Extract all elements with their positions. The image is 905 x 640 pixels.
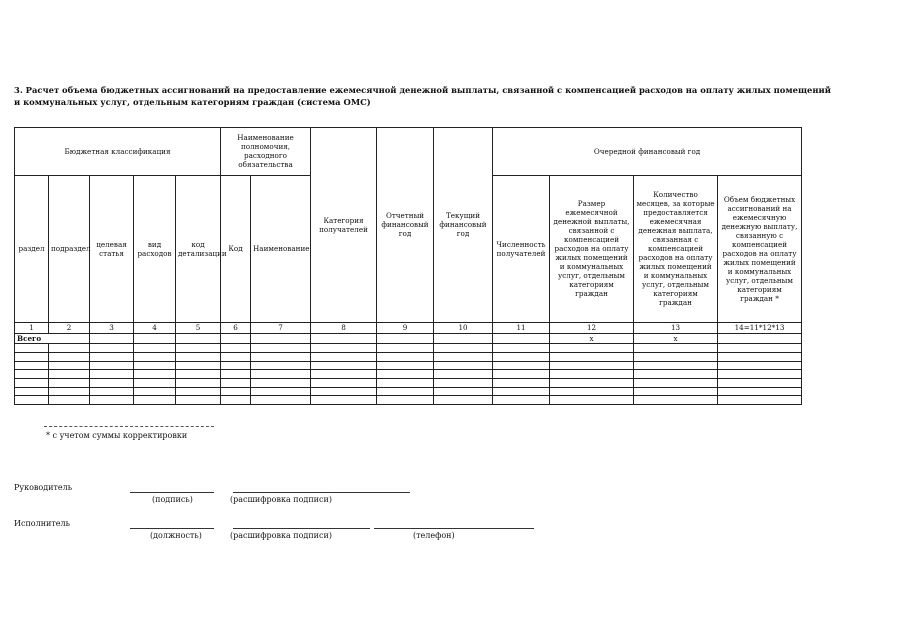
header-subsection: подраздел: [49, 175, 90, 322]
table-cell[interactable]: [634, 387, 718, 396]
head-signature-line[interactable]: [130, 492, 214, 493]
table-cell[interactable]: [550, 370, 634, 379]
header-next-year: Очередной финансовый год: [493, 128, 802, 176]
table-cell[interactable]: [493, 344, 550, 353]
table-cell[interactable]: [221, 379, 251, 388]
table-cell[interactable]: [15, 396, 49, 405]
table-cell[interactable]: [311, 333, 377, 344]
table-cell[interactable]: [49, 396, 90, 405]
header-budget-classification: Бюджетная классификация: [15, 128, 221, 176]
table-row: [15, 387, 802, 396]
table-cell[interactable]: [134, 370, 176, 379]
head-label: Руководитель: [14, 483, 73, 492]
table-cell[interactable]: [90, 387, 134, 396]
table-cell[interactable]: [176, 353, 221, 362]
table-cell[interactable]: [221, 387, 251, 396]
table-cell[interactable]: [90, 396, 134, 405]
column-number: 8: [311, 322, 377, 333]
table-cell[interactable]: [718, 353, 802, 362]
header-recipients-count: Численность получателей: [493, 175, 550, 322]
table-cell[interactable]: [434, 353, 493, 362]
table-cell[interactable]: [434, 379, 493, 388]
table-cell[interactable]: [15, 370, 49, 379]
table-cell[interactable]: [718, 361, 802, 370]
table-cell[interactable]: [311, 370, 377, 379]
table-cell[interactable]: [134, 344, 176, 353]
table-cell[interactable]: [176, 387, 221, 396]
table-cell[interactable]: [134, 387, 176, 396]
table-cell[interactable]: [15, 344, 49, 353]
table-cell[interactable]: [251, 353, 311, 362]
allocations-table: [14, 127, 802, 405]
table-cell[interactable]: [434, 370, 493, 379]
table-cell[interactable]: [311, 396, 377, 405]
table-row: [15, 379, 802, 388]
column-number: 14=11*12*13: [718, 322, 802, 333]
table-cell[interactable]: [134, 396, 176, 405]
column-number: 7: [251, 322, 311, 333]
table-cell[interactable]: [134, 361, 176, 370]
table-cell[interactable]: [251, 396, 311, 405]
table-cell[interactable]: [15, 361, 49, 370]
header-current-year: Текущий финансовый год: [434, 128, 493, 323]
column-number: 12: [550, 322, 634, 333]
table-cell[interactable]: [221, 353, 251, 362]
position-caption: (должность): [150, 531, 202, 540]
table-cell[interactable]: [377, 344, 434, 353]
table-cell[interactable]: [176, 396, 221, 405]
table-cell[interactable]: [221, 370, 251, 379]
table-cell[interactable]: [221, 333, 251, 344]
table-cell[interactable]: [311, 361, 377, 370]
table-cell[interactable]: [493, 387, 550, 396]
table-cell[interactable]: [311, 344, 377, 353]
column-number: 2: [49, 322, 90, 333]
table-cell[interactable]: [251, 333, 311, 344]
table-cell[interactable]: [377, 396, 434, 405]
table-cell[interactable]: [311, 353, 377, 362]
table-cell[interactable]: [377, 353, 434, 362]
table-cell[interactable]: [493, 361, 550, 370]
header-months-count: Количество месяцев, за которые предоставляется ежемесячная денежная выплата, связанная с компенсацией расходов на оплату жилых помещений и коммунальных услуг, отдельным категориям граждан: [634, 175, 718, 322]
table-cell[interactable]: [634, 353, 718, 362]
header-detail-code: код детализации: [176, 175, 221, 322]
form-title: 3. Расчет объема бюджетных ассигнований на предоставление ежемесячной денежной выплаты, связанной с компенсацией расходов на оплату жилых помещений и коммунальных услуг, отдельным категориям граждан (система ОМС): [14, 85, 831, 107]
column-number: 4: [134, 322, 176, 333]
table-cell[interactable]: [176, 361, 221, 370]
table-cell[interactable]: [634, 344, 718, 353]
table-cell[interactable]: [718, 344, 802, 353]
table-cell[interactable]: [134, 333, 176, 344]
table-cell[interactable]: [718, 396, 802, 405]
table-cell[interactable]: [90, 333, 134, 344]
table-cell[interactable]: [251, 387, 311, 396]
column-number: 10: [434, 322, 493, 333]
table-cell[interactable]: [634, 379, 718, 388]
table-cell[interactable]: [49, 353, 90, 362]
executor-label: Исполнитель: [14, 519, 70, 528]
table-cell[interactable]: [251, 344, 311, 353]
table-row: [15, 396, 802, 405]
table-cell[interactable]: [434, 344, 493, 353]
table-cell[interactable]: [176, 344, 221, 353]
table-cell[interactable]: [176, 333, 221, 344]
table-cell[interactable]: [221, 344, 251, 353]
table-cell[interactable]: [134, 353, 176, 362]
table-cell[interactable]: [221, 396, 251, 405]
header-recipient-category: Категория получателей: [311, 128, 377, 323]
column-number: 6: [221, 322, 251, 333]
table-cell[interactable]: [434, 387, 493, 396]
column-number: 9: [377, 322, 434, 333]
header-section: раздел: [15, 175, 49, 322]
table-cell[interactable]: [493, 396, 550, 405]
table-cell[interactable]: [718, 370, 802, 379]
table-cell[interactable]: [718, 379, 802, 388]
table-cell[interactable]: [311, 379, 377, 388]
table-cell[interactable]: [550, 387, 634, 396]
table-cell[interactable]: [718, 333, 802, 344]
executor-phone-line[interactable]: [374, 528, 534, 529]
header-name: Наименование: [251, 175, 311, 322]
table-cell[interactable]: [176, 379, 221, 388]
table-cell[interactable]: [49, 344, 90, 353]
table-cell[interactable]: [634, 370, 718, 379]
total-mark-col12: x: [550, 333, 634, 344]
table-cell[interactable]: [493, 379, 550, 388]
table-cell[interactable]: [493, 353, 550, 362]
total-row: [15, 333, 802, 344]
table-cell[interactable]: [49, 370, 90, 379]
table-cell[interactable]: [311, 387, 377, 396]
table-cell[interactable]: [221, 361, 251, 370]
head-decoding-line[interactable]: [233, 492, 410, 493]
table-cell[interactable]: [550, 361, 634, 370]
table-cell[interactable]: [90, 344, 134, 353]
decoding-caption: (расшифровка подписи): [230, 495, 332, 504]
table-cell[interactable]: [90, 361, 134, 370]
table-row: [15, 361, 802, 370]
header-obligation-name: Наименование полномочия, расходного обязательства: [221, 128, 311, 176]
header-code: Код: [221, 175, 251, 322]
table-cell[interactable]: [634, 361, 718, 370]
footnote: * с учетом суммы корректировки: [46, 431, 188, 440]
table-cell[interactable]: [49, 387, 90, 396]
header-target-item: целевая статья: [90, 175, 134, 322]
table-cell[interactable]: [377, 370, 434, 379]
table-cell[interactable]: [90, 353, 134, 362]
table-cell[interactable]: [377, 333, 434, 344]
table-cell[interactable]: [634, 396, 718, 405]
header-payment-size: Размер ежемесячной денежной выплаты, связанной с компенсацией расходов на оплату жилых помещений и коммунальных услуг, отдельным категориям граждан: [550, 175, 634, 322]
signature-caption: (подпись): [152, 495, 193, 504]
table-row: [15, 370, 802, 379]
column-number: 13: [634, 322, 718, 333]
table-cell[interactable]: [434, 361, 493, 370]
footnote-divider: [44, 426, 214, 427]
header-allocations-volume: Объем бюджетных ассигнований на ежемесячную денежную выплату, связанную с компенсацией расходов на оплату жилых помещений и коммунальных услуг, отдельным категориям граждан *: [718, 175, 802, 322]
table-cell[interactable]: [251, 379, 311, 388]
table-cell[interactable]: [90, 370, 134, 379]
table-cell[interactable]: [550, 344, 634, 353]
table-cell[interactable]: [493, 370, 550, 379]
table-cell[interactable]: [90, 379, 134, 388]
table-cell[interactable]: [377, 387, 434, 396]
table-row: [15, 353, 802, 362]
table-cell[interactable]: [251, 361, 311, 370]
decoding-caption: (расшифровка подписи): [230, 531, 332, 540]
table-row: [15, 344, 802, 353]
phone-caption: (телефон): [413, 531, 455, 540]
table-cell[interactable]: [493, 333, 550, 344]
table-cell[interactable]: [550, 353, 634, 362]
table-cell[interactable]: [718, 387, 802, 396]
table-cell[interactable]: [15, 379, 49, 388]
table-cell[interactable]: [15, 353, 49, 362]
column-number: 11: [493, 322, 550, 333]
table-cell[interactable]: [550, 379, 634, 388]
column-number: 1: [15, 322, 49, 333]
table-cell[interactable]: [377, 361, 434, 370]
table-cell[interactable]: [434, 333, 493, 344]
executor-position-line[interactable]: [130, 528, 214, 529]
table-cell[interactable]: [434, 396, 493, 405]
table-cell[interactable]: [49, 361, 90, 370]
header-expense-type: вид расходов: [134, 175, 176, 322]
executor-decoding-line[interactable]: [233, 528, 370, 529]
table-cell[interactable]: [251, 370, 311, 379]
table-cell[interactable]: [550, 396, 634, 405]
header-reporting-year: Отчетный финансовый год: [377, 128, 434, 323]
table-cell[interactable]: [15, 387, 49, 396]
table-cell[interactable]: [176, 370, 221, 379]
column-number: 3: [90, 322, 134, 333]
table-cell[interactable]: [49, 379, 90, 388]
table-cell[interactable]: [134, 379, 176, 388]
total-mark-col13: x: [634, 333, 718, 344]
column-number: 5: [176, 322, 221, 333]
table-cell[interactable]: [377, 379, 434, 388]
total-label: Всего: [15, 333, 90, 344]
